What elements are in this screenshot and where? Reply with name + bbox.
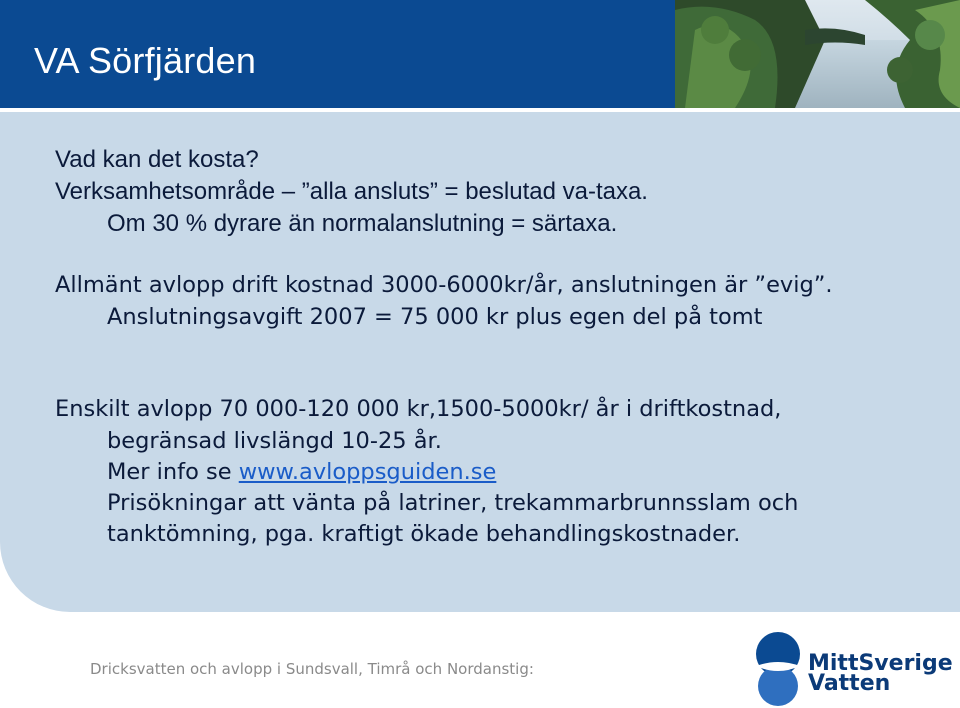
header-bar [0,0,960,108]
header-nature-photo [675,0,960,108]
text-line-connection-fee: Anslutningsavgift 2007 = 75 000 kr plus egen del på tomt [107,304,763,330]
page-title: VA Sörfjärden [34,40,257,81]
footer-caption: Dricksvatten och avlopp i Sundsvall, Timrå och Nordanstig: [90,660,534,678]
water-drop-globe-icon [754,630,802,708]
text-line-lifespan: begränsad livslängd 10-25 år. [107,428,442,454]
more-info-prefix: Mer info se [107,459,239,485]
text-line-service-area: Verksamhetsområde – ”alla ansluts” = beslutad va-taxa. [55,178,648,205]
text-line-special-tariff: Om 30 % dyrare än normalanslutning = särtaxa. [107,210,618,237]
text-line-price-increase: Prisökningar att vänta på latriner, trekammarbrunnsslam och [107,490,799,516]
mittsverige-vatten-logo [752,630,952,708]
text-line-more-info [107,459,496,485]
avloppsguiden-link[interactable]: www.avloppsguiden.se [238,459,497,485]
text-line-public-sewer-cost: Allmänt avlopp drift kostnad 3000-6000kr/år, anslutningen är ”evig”. [55,272,833,298]
text-line-question: Vad kan det kosta? [55,146,259,173]
text-line-tank-emptying: tanktömning, pga. kraftigt ökade behandlingskostnader. [107,521,741,547]
logo-text-vatten: Vatten [808,671,891,696]
text-line-private-sewer-cost: Enskilt avlopp 70 000-120 000 kr,1500-5000kr/ år i driftkostnad, [55,396,782,422]
logo-text-mittsverige: MittSverige [808,651,953,676]
